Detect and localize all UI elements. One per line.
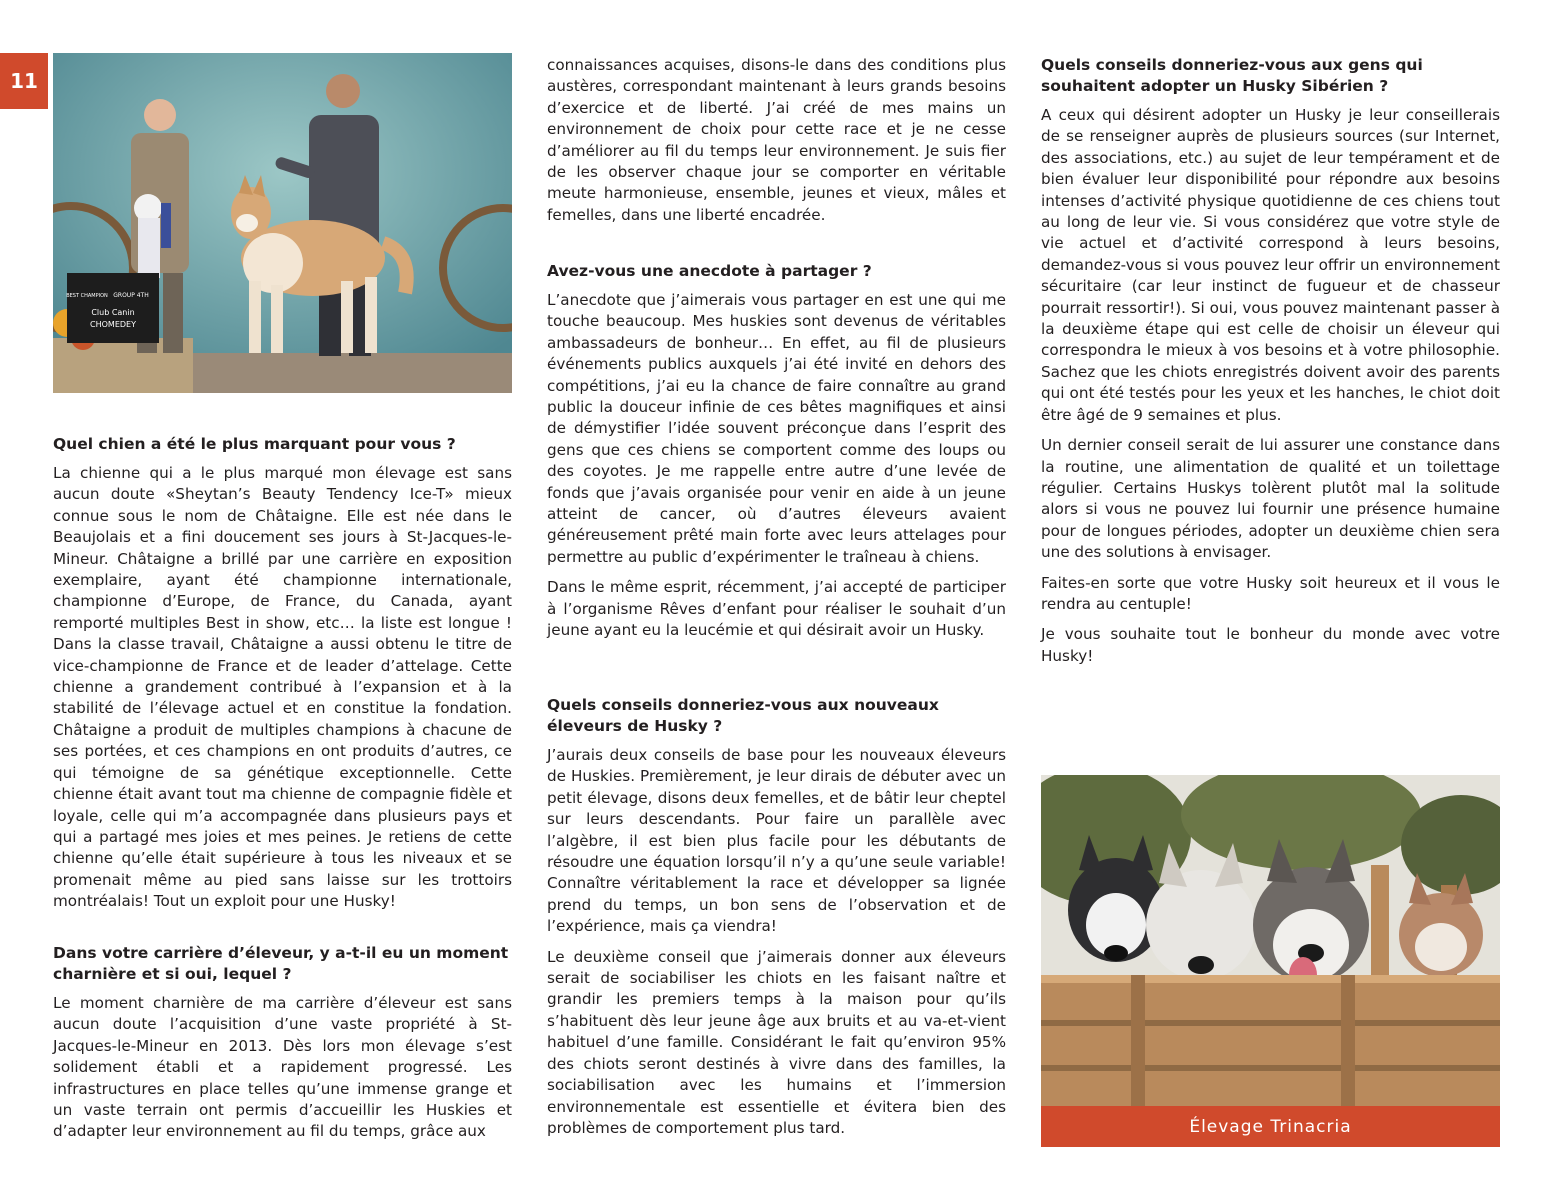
photo-caption-bar (1041, 1106, 1500, 1147)
heading-q2: Dans votre carrière d’éleveur, y a-t-il eu un moment charnière et si oui, lequel ? (53, 944, 509, 983)
paragraph-q2-1: Le moment charnière de ma carrière d’éleveur est sans aucun doute l’acquisition d’une vaste propriété à St-Jacques-le-Mineur en 2013. Dès lors mon élevage s’est solidement établi et a rapidement progressé. Les infrastructures en place telles qu’une immense grange et un vaste terrain ont permis d’accueillir les Huskies et d’adapter leur environnement au fil du temps, grâce aux (53, 994, 512, 1141)
paragraph-q5-2: Un dernier conseil serait de lui assurer une constance dans la routine, une alimentation de qualité et un toilettage régulier. Certains Huskys tolèrent plutôt mal la solitude alors si vous ne pouvez lui fournir une présence humaine pour de longues périodes, adopter un deuxième chien sera une des solutions à envisager. (1041, 436, 1500, 562)
paragraph-q5-1: A ceux qui désirent adopter un Husky je leur conseillerais de se renseigner auprès de plusieurs sources (sur Internet, des associations, etc.) au sujet de leur tempérament et de bien évaluer leur disponibilité pour répondre aux besoins intenses d’activité physique quotidienne de ces chiens tout au long de leur vie. Si vous considérez que votre style de vie actuel et d’activité correspond à leurs besoins, demandez-vous si vous pouvez leur offrir un environnement sécuritaire (car leur instinct de fugueur et de chasseur pourrait ressortir!). Si oui, vous pouvez maintenant passer à la deuxième étape qui est celle de choisir un éleveur qui correspondra le mieux à vos besoins et à votre philosophie. Sachez que les chiots enregistrés doivent avoir des parents qui ont été testés pour les yeux et les hanches, le chiot doit être âgé de 9 semaines et plus. (1041, 106, 1500, 424)
sign-best-label: BEST CHAMPION (66, 293, 108, 299)
paragraph-q3-1: L’anecdote que j’aimerais vous partager en est une qui me touche beaucoup. Mes huskies sont devenus de véritables ambassadeurs de bonheur… En effet, au fil de plusieurs événements publics auxquels j’ai été invité en dehors des compétitions, j’ai eu la chance de faire connaître au grand public la douceur infinie de ces bêtes magnifiques et ainsi de démystifier l’idée souvent préconçue dans l’esprit des gens que ces chiens se comportent comme des loups ou des coyotes. Je me rappelle entre autre d’une levée de fonds que j’avais organisée pour venir en aide à un jeune atteint de cancer, où d’autres éleveurs avaient généreusement prêté main forte avec leurs attelages pour permettre au public d’expérimenter le traîneau à chiens. (547, 291, 1006, 566)
sign-line-2: CHOMEDEY (90, 320, 136, 329)
dog-show-photo (53, 53, 512, 393)
dog-show-illustration (53, 53, 512, 393)
photo-caption: Élevage Trinacria (1189, 1116, 1352, 1137)
page-number-badge: 11 (0, 53, 48, 109)
huskies-illustration (1041, 775, 1500, 1106)
section-q3 (547, 261, 1006, 651)
paragraph-q4-1: J’aurais deux conseils de base pour les nouveaux éleveurs de Huskies. Premièrement, je leur dirais de débuter avec un petit élevage, disons deux femelles, et de bâtir leur cheptel sur leurs descendants. Pour faire un parallèle avec l’algèbre, il est bien plus facile pour les débutants de résoudre une équation lorsqu’il n’y a qu’une seule variable! Connaître véritablement la race et développer sa lignée prend du temps, un bon sens de l’observation et de l’expérience, mais ça viendra! (547, 746, 1006, 936)
section-q2 (53, 943, 512, 1152)
section-q4 (547, 695, 1006, 1148)
heading-q5: Quels conseils donneriez-vous aux gens qui souhaitent adopter un Husky Sibérien ? (1041, 56, 1423, 95)
paragraph-q5-4: Je vous souhaite tout le bonheur du monde avec votre Husky! (1041, 625, 1500, 665)
sign-line-1: Club Canin (91, 308, 135, 317)
section-q1 (53, 434, 512, 922)
section-continued (547, 55, 1006, 235)
heading-q1: Quel chien a été le plus marquant pour vous ? (53, 435, 456, 453)
paragraph-q5-3: Faites-en sorte que votre Husky soit heureux et il vous le rendra au centuple! (1041, 573, 1500, 613)
sign-ribbon-label: GROUP 4TH (113, 292, 149, 299)
heading-q4: Quels conseils donneriez-vous aux nouveaux éleveurs de Husky ? (547, 696, 939, 735)
paragraph-q1-1: La chienne qui a le plus marqué mon élevage est sans aucun doute «Sheytan’s Beauty Tendency Ice-T» mieux connue sous le nom de Châtaigne. Elle est née dans le Beaujolais et a fini doucement ses jours à St-Jacques-le-Mineur. Châtaigne a brillé par une carrière en exposition exemplaire, ayant été championne internationale, championne d’Europe, de France, du Canada, ayant remporté multiples Best in show, etc… la liste est longue ! Dans la classe travail, Châtaigne a aussi obtenu le titre de vice-championne de France et de leader d’attelage. Cette chienne a grandement contribué à l’expansion et à la stabilité de l’élevage actuel et en constitue la fondation. Châtaigne a produit de multiples champions à chacune de ses portées, et ces champions en ont produits d’autres, ce qui témoigne de sa génétique exceptionnelle. Cette chienne était avant tout ma chienne de compagnie fidèle et loyale, celle qui m’a accompagnée dans plusieurs pays et qui a partagé mes joies et mes peines. Je retiens de cette chienne qu’elle était supérieure à tous les niveaux et se promenait même au pied sans laisse sur les trottoirs montréalais! Tout un exploit pour une Husky! (53, 464, 512, 911)
paragraph-q4-2: Le deuxième conseil que j’aimerais donner aux éleveurs serait de sociabiliser les chiots en les faisant naître et grandir les premiers temps à la maison pour qu’ils s’habituent dès leur jeune âge aux bruits et au va-et-vient habituel d’une famille. Considérant le fait qu’environ 95% des chiots seront destinés à vivre dans des familles, la sociabilisation avec les humains et l’immersion environnementale est essentielle et évitera bien des problèmes de comportement plus tard. (547, 947, 1006, 1137)
huskies-fence-photo (1041, 775, 1500, 1106)
paragraph-q3-2: Dans le même esprit, récemment, j’ai accepté de participer à l’organisme Rêves d’enfant pour réaliser le souhait d’un jeune ayant eu la leucémie et qui désirait avoir un Husky. (547, 578, 1006, 640)
section-q5 (1041, 55, 1500, 676)
heading-q3: Avez-vous une anecdote à partager ? (547, 262, 872, 280)
paragraph-continued: connaissances acquises, disons-le dans des conditions plus austères, correspondant maintenant à leurs grands besoins d’exercice et de liberté. J’ai créé de mes mains un environnement de choix pour cette race et je ne cesse d’améliorer au fil du temps leur environnement. Je suis fier de les observer chaque jour se comporter en véritable meute harmonieuse, ensemble, jeunes et vieux, mâles et femelles, dans une liberté encadrée. (547, 56, 1006, 224)
